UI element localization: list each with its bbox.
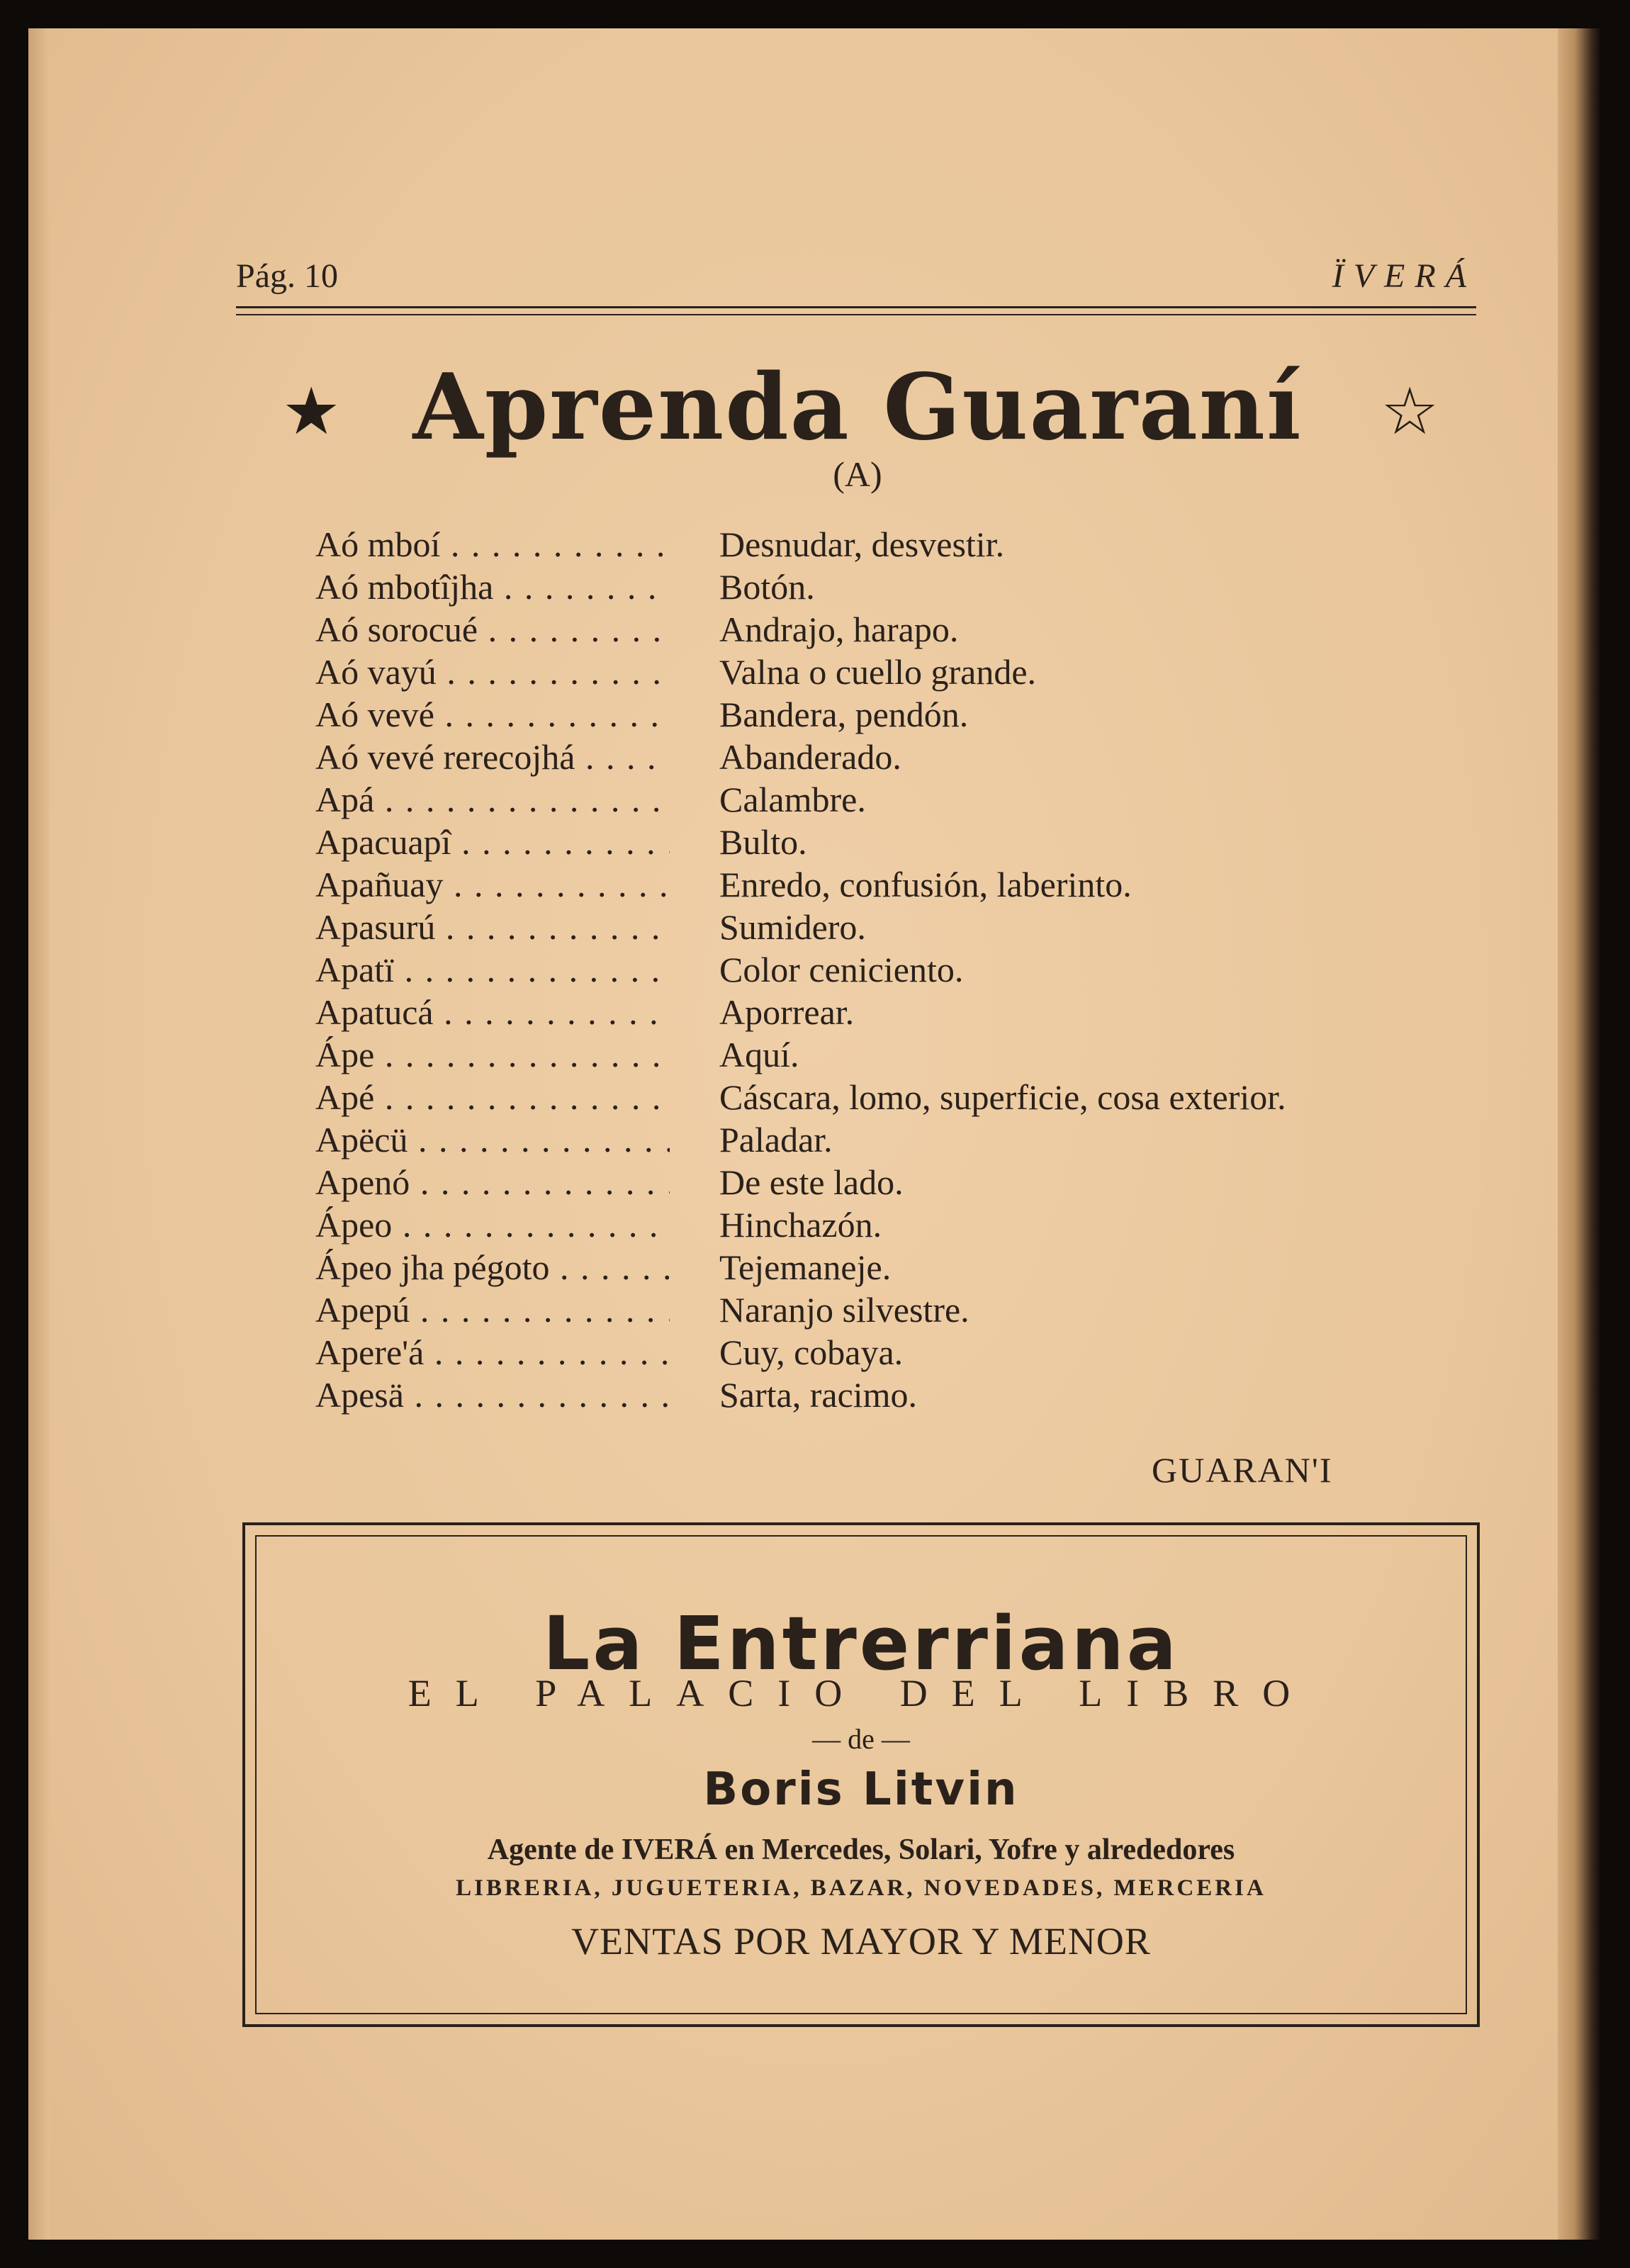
- guarani-term: Aó vevé rerecojhá . . .: [315, 736, 670, 778]
- spanish-gloss: Cáscara, lomo, superficie, cosa exterior.: [719, 1077, 1286, 1117]
- spanish-gloss: Andrajo, harapo.: [719, 610, 959, 649]
- guarani-term: Aó mboí . . .: [315, 523, 670, 566]
- filled-star-icon: ★: [282, 376, 341, 448]
- spanish-gloss: Botón.: [719, 567, 815, 607]
- spanish-gloss: Tejemaneje.: [719, 1247, 892, 1287]
- outline-star-icon: ☆: [1381, 376, 1439, 448]
- guarani-term: Apëcü . . .: [315, 1118, 670, 1161]
- section-letter: (A): [833, 454, 882, 494]
- header-rule-top: [236, 306, 1476, 308]
- guarani-term: Apepú . . .: [315, 1289, 670, 1331]
- page-left-edge: [28, 28, 50, 2240]
- advertisement-inner-frame: [255, 1535, 1467, 2014]
- guarani-term: Aó mbotîjha . . .: [315, 566, 670, 608]
- author-signature: GUARAN'I: [1152, 1450, 1333, 1490]
- connector-text: — de —: [812, 1723, 910, 1755]
- spanish-gloss: Abanderado.: [719, 737, 901, 777]
- advertisement-box: [242, 1522, 1480, 2027]
- running-title: ÏVERÁ: [1332, 257, 1476, 295]
- spanish-gloss: Hinchazón.: [719, 1205, 882, 1245]
- spanish-gloss: Valna o cuello grande.: [719, 652, 1037, 692]
- guarani-term: Apesä . . .: [315, 1374, 670, 1416]
- guarani-term: Apañuay . . .: [315, 863, 670, 906]
- spanish-gloss: Desnudar, desvestir.: [719, 524, 1005, 564]
- header-rule-bottom: [236, 314, 1476, 315]
- spanish-gloss: Bulto.: [719, 822, 807, 862]
- guarani-term: Apasurú . . .: [315, 906, 670, 948]
- spanish-gloss: Color ceniciento.: [719, 950, 964, 989]
- guarani-term: Apatï . . .: [315, 948, 670, 991]
- guarani-term: Aó vayú . . .: [315, 651, 670, 693]
- sales-line: VENTAS POR MAYOR Y MENOR: [571, 1920, 1151, 1963]
- page-number: Pág. 10: [236, 257, 338, 295]
- spanish-gloss: Paladar.: [719, 1120, 833, 1160]
- guarani-term: Apé . . .: [315, 1076, 670, 1118]
- goods-list: LIBRERIA, JUGUETERIA, BAZAR, NOVEDADES, MERCERIA: [456, 1875, 1266, 1901]
- guarani-term: Apacuapî . . .: [315, 821, 670, 863]
- guarani-term: Apatucá . . .: [315, 991, 670, 1033]
- guarani-term: Aó sorocué . . .: [315, 608, 670, 651]
- spanish-gloss: Enredo, confusión, laberinto.: [719, 865, 1132, 904]
- spanish-gloss: De este lado.: [719, 1162, 904, 1202]
- spanish-gloss: Calambre.: [719, 780, 866, 819]
- spanish-gloss: Naranjo silvestre.: [719, 1290, 969, 1330]
- guarani-term: Apere'á . . .: [315, 1331, 670, 1374]
- spanish-gloss: Cuy, cobaya.: [719, 1332, 904, 1372]
- spanish-gloss: Sumidero.: [719, 907, 866, 947]
- section-title: Aprenda Guaraní: [412, 354, 1303, 461]
- page-spine-edge: [1558, 28, 1600, 2240]
- shop-tagline: EL PALACIO DEL LIBRO: [408, 1672, 1315, 1714]
- page-header: [236, 257, 1476, 306]
- spanish-gloss: Bandera, pendón.: [719, 695, 969, 734]
- guarani-term: Ápeo jha pégoto . . .: [315, 1246, 670, 1289]
- owner-name: Boris Litvin: [703, 1763, 1019, 1816]
- guarani-term: Aó vevé . . .: [315, 693, 670, 736]
- guarani-term: Ápe . . .: [315, 1033, 670, 1076]
- spanish-gloss: Aquí.: [719, 1035, 799, 1074]
- spanish-gloss: Aporrear.: [719, 992, 855, 1032]
- agent-line: Agente de IVERÁ en Mercedes, Solari, Yofre y alrededores: [487, 1834, 1235, 1866]
- shop-name: La Entrerriana: [543, 1600, 1179, 1687]
- guarani-term: Apenó . . .: [315, 1161, 670, 1203]
- spanish-gloss: Sarta, racimo.: [719, 1375, 918, 1415]
- guarani-term: Apá . . .: [315, 778, 670, 821]
- guarani-term: Ápeo . . .: [315, 1203, 670, 1246]
